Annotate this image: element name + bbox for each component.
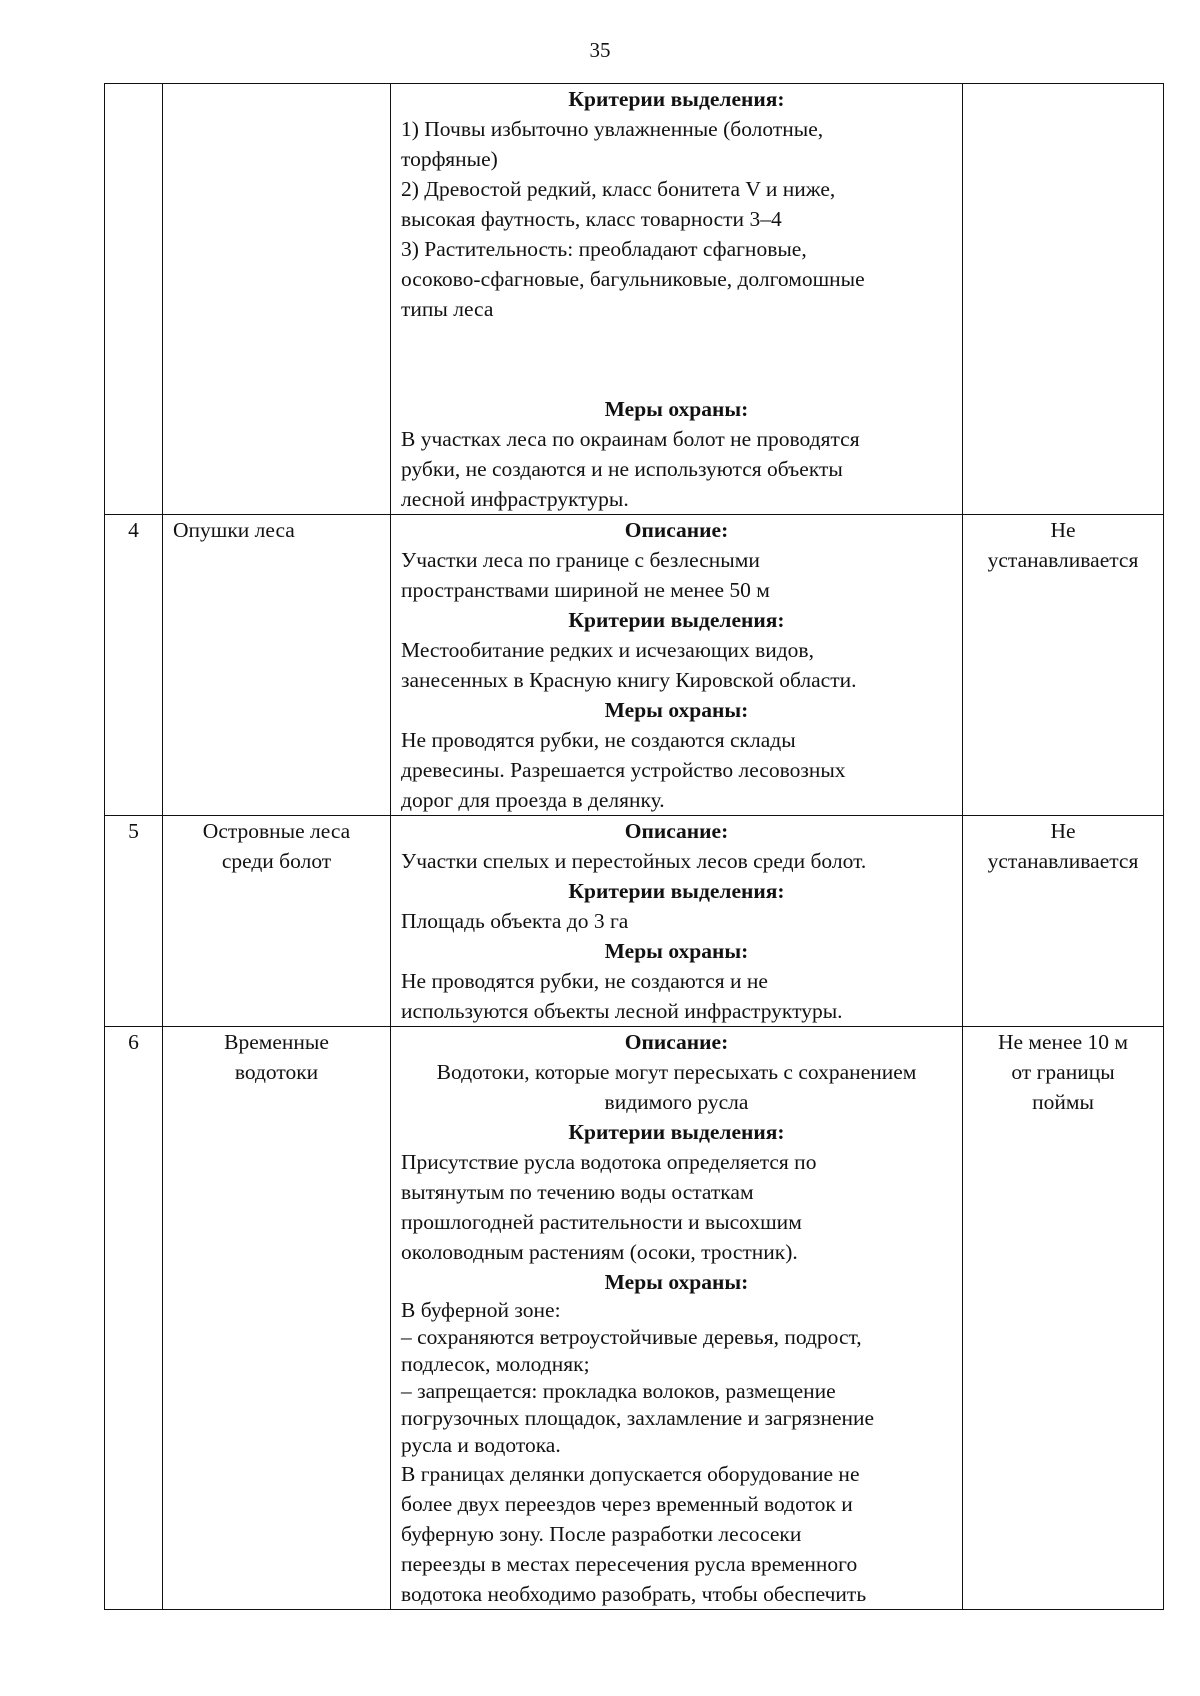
criteria-line: околоводным растениям (осоки, тростник).	[401, 1240, 798, 1264]
table-row	[105, 515, 1164, 816]
criteria-heading: Критерии выделения:	[568, 87, 785, 111]
description-line: Водотоки, которые могут пересыхать с сохранением	[436, 1060, 917, 1084]
row-number-cell: 5	[105, 816, 163, 1027]
criteria-line: Площадь объекта до 3 га	[401, 909, 629, 933]
object-name: Опушки леса	[173, 518, 295, 542]
description-line: пространствами шириной не менее 50 м	[401, 578, 770, 602]
object-name-cell	[163, 1027, 391, 1610]
buffer-zone-cell	[963, 84, 1164, 515]
criteria-line: торфяные)	[401, 147, 498, 171]
protection-line: Не проводятся рубки, не создаются склады	[401, 728, 796, 752]
protection-line: используются объекты лесной инфраструктуры.	[401, 999, 843, 1023]
object-name-cell	[163, 515, 391, 816]
protection-line: русла и водотока.	[401, 1433, 561, 1457]
protection-heading: Меры охраны:	[604, 698, 749, 722]
description-heading: Описание:	[624, 819, 729, 843]
criteria-line: Местообитание редких и исчезающих видов,	[401, 638, 814, 662]
spacer	[401, 324, 952, 394]
row-number-cell: 6	[105, 1027, 163, 1610]
buffer-zone-value: Не	[1050, 518, 1076, 542]
buffer-zone-value: устанавливается	[987, 849, 1139, 873]
description-cell	[391, 816, 963, 1027]
protection-heading: Меры охраны:	[604, 1270, 749, 1294]
buffer-zone-value: Не менее 10 м	[997, 1030, 1129, 1054]
criteria-line: Присутствие русла водотока определяется по	[401, 1150, 817, 1174]
buffer-zone-value: Не	[1050, 819, 1076, 843]
buffer-zone-cell	[963, 1027, 1164, 1610]
object-name: водотоки	[234, 1060, 319, 1084]
buffer-zone-value: от границы	[1011, 1060, 1115, 1084]
protection-line: дорог для проезда в делянку.	[401, 788, 665, 812]
buffer-zone-value: устанавливается	[987, 548, 1139, 572]
criteria-heading: Критерии выделения:	[568, 608, 785, 632]
protection-line: водотока необходимо разобрать, чтобы обеспечить	[401, 1582, 867, 1606]
protection-line: В буферной зоне:	[401, 1298, 561, 1322]
criteria-line: занесенных в Красную книгу Кировской области.	[401, 668, 857, 692]
description-line: Участки спелых и перестойных лесов среди болот.	[401, 849, 867, 873]
object-name: Островные леса	[202, 819, 351, 843]
criteria-line: 2) Древостой редкий, класс бонитета V и ниже,	[401, 177, 836, 201]
criteria-line: осоково-сфагновые, багульниковые, долгомошные	[401, 267, 865, 291]
table-row	[105, 84, 1164, 515]
protection-heading: Меры охраны:	[604, 939, 749, 963]
description-cell	[391, 84, 963, 515]
protection-line: более двух переездов через временный водоток и	[401, 1492, 853, 1516]
protection-line: буферную зону. После разработки лесосеки	[401, 1522, 802, 1546]
description-heading: Описание:	[624, 518, 729, 542]
protection-line: В границах делянки допускается оборудование не	[401, 1462, 860, 1486]
description-cell	[391, 515, 963, 816]
buffer-zone-value: поймы	[1032, 1090, 1094, 1114]
criteria-line: прошлогодней растительности и высохшим	[401, 1210, 802, 1234]
protection-line: – сохраняются ветроустойчивые деревья, подрост,	[401, 1325, 862, 1349]
page-number: 35	[589, 38, 611, 62]
protection-heading: Меры охраны:	[604, 397, 749, 421]
object-name: среди болот	[221, 849, 332, 873]
criteria-heading: Критерии выделения:	[568, 1120, 785, 1144]
protection-line: погрузочных площадок, захламление и загрязнение	[401, 1406, 875, 1430]
protection-line: Не проводятся рубки, не создаются и не	[401, 969, 768, 993]
protection-line: рубки, не создаются и не используются объекты	[401, 457, 843, 481]
protection-line: подлесок, молодняк;	[401, 1352, 590, 1376]
object-name: Временные	[224, 1030, 329, 1054]
criteria-line: вытянутым по течению воды остаткам	[401, 1180, 754, 1204]
table-row	[105, 816, 1164, 1027]
protection-line: древесины. Разрешается устройство лесовозных	[401, 758, 846, 782]
description-line: Участки леса по границе с безлесными	[401, 548, 760, 572]
criteria-line: типы леса	[401, 297, 494, 321]
description-heading: Описание:	[624, 1030, 729, 1054]
row-number-cell: 4	[105, 515, 163, 816]
row-number-cell	[105, 84, 163, 515]
criteria-line: 3) Растительность: преобладают сфагновые,	[401, 237, 807, 261]
description-cell	[391, 1027, 963, 1610]
description-line: видимого русла	[604, 1090, 749, 1114]
table-row	[105, 1027, 1164, 1610]
object-name-cell	[163, 816, 391, 1027]
criteria-heading: Критерии выделения:	[568, 879, 785, 903]
protection-line: лесной инфраструктуры.	[401, 487, 629, 511]
criteria-line: 1) Почвы избыточно увлажненные (болотные,	[401, 117, 824, 141]
protection-line: – запрещается: прокладка волоков, размещение	[401, 1379, 836, 1403]
protection-table	[104, 83, 1164, 1610]
object-name-cell	[163, 84, 391, 515]
protection-line: В участках леса по окраинам болот не проводятся	[401, 427, 860, 451]
buffer-zone-cell	[963, 816, 1164, 1027]
criteria-line: высокая фаутность, класс товарности 3–4	[401, 207, 782, 231]
protection-line: переезды в местах пересечения русла временного	[401, 1552, 858, 1576]
buffer-zone-cell	[963, 515, 1164, 816]
